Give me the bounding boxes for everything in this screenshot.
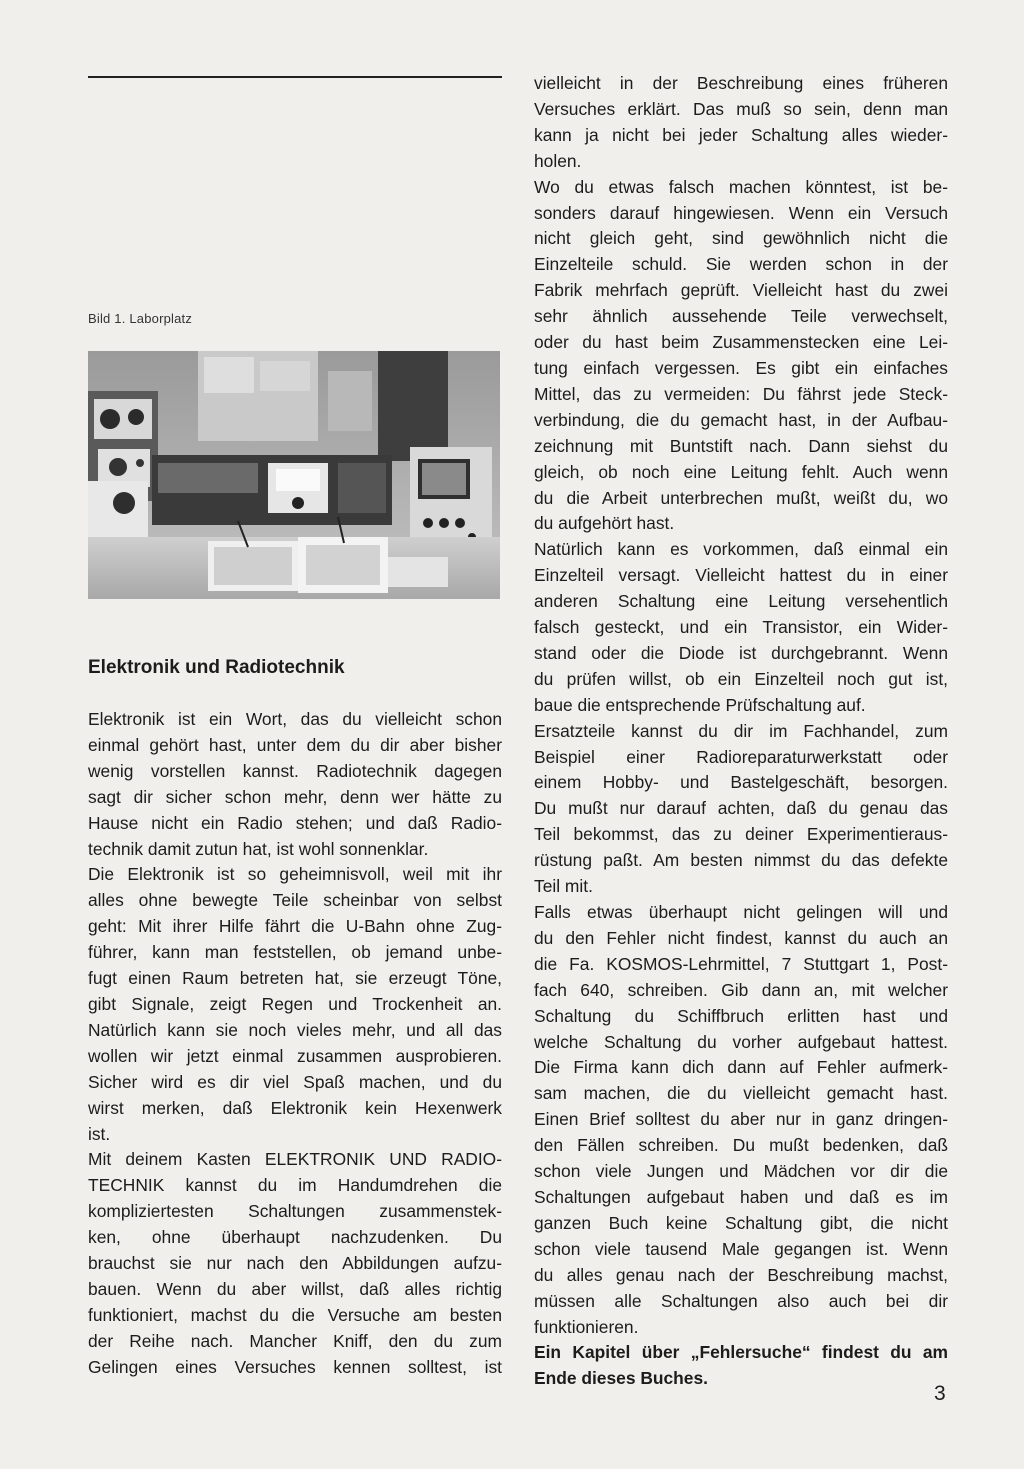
text-line: gibt Signale, zeigt Regen und Trockenheit an.: [88, 993, 502, 1014]
text-line: Schaltung du Schiffbruch erlitten hast und: [534, 1005, 948, 1026]
text-line: die Fa. KOSMOS-Lehrmittel, 7 Stuttgart 1, Post-: [534, 953, 948, 974]
text-line: führer, kann man feststellen, ob jemand unbe-: [88, 942, 502, 963]
text-line: bauen. Wenn du aber willst, daß alles richtig: [88, 1278, 502, 1299]
text-line: Versuches erklärt. Das muß so sein, denn man: [534, 98, 948, 119]
text-line: geht: Mit ihrer Hilfe fährt die U-Bahn ohne Zug-: [88, 916, 502, 937]
text-line: tung einfach vergessen. Es gibt ein einfaches: [534, 357, 948, 378]
text-line: oder du hast beim Zusammenstecken eine Lei-: [534, 332, 948, 353]
text-line: Gelingen eines Versuches kennen solltest, ist: [88, 1356, 502, 1377]
text-line: ganzen Buch keine Schaltung gibt, die nicht: [534, 1212, 948, 1233]
top-rule: [88, 76, 502, 78]
right-text-column: [534, 71, 948, 1392]
section-heading: Elektronik und Radiotechnik: [88, 657, 345, 678]
text-line: ist.: [88, 1123, 111, 1144]
text-line: Einzelteil versagt. Vielleicht hattest du in einer: [534, 565, 948, 586]
text-line: du den Fehler nicht findest, kannst du auch an: [534, 927, 948, 948]
text-line: Mit deinem Kasten ELEKTRONIK UND RADIO-: [88, 1149, 502, 1170]
text-line: sagt dir sicher schon mehr, denn wer hätte zu: [88, 786, 502, 807]
text-line: Beispiel einer Radioreparaturwerkstatt oder: [534, 746, 948, 767]
text-line-bold: Ein Kapitel über „Fehlersuche“ findest du am: [534, 1342, 948, 1363]
text-line: wenig vorstellen kannst. Radiotechnik dagegen: [88, 760, 502, 781]
figure-caption: Bild 1. Laborplatz: [88, 311, 193, 326]
text-line: technik damit zutun hat, ist wohl sonnenklar.: [88, 838, 429, 859]
text-line: kann ja nicht bei jeder Schaltung alles wieder-: [534, 124, 948, 145]
text-line: baue die entsprechende Prüfschaltung auf.: [534, 694, 866, 715]
text-line: welche Schaltung du vorher aufgebaut hattest.: [534, 1031, 948, 1052]
text-line: nicht gleich geht, sind gewöhnlich nicht die: [534, 228, 948, 249]
text-line: Du mußt nur darauf achten, daß du genau das: [534, 798, 948, 819]
text-line: einem Hobby- und Bastelgeschäft, besorgen.: [534, 772, 948, 793]
text-line: du alles genau nach der Beschreibung machst,: [534, 1264, 948, 1285]
text-line: brauchst sie nur nach den Abbildungen aufzu-: [88, 1253, 502, 1274]
text-line: Teil mit.: [534, 876, 593, 897]
text-line: den Fällen schreiben. Du mußt bedenken, daß: [534, 1135, 948, 1156]
text-line: sonders darauf hingewiesen. Wenn ein Versuch: [534, 202, 948, 223]
text-line: fugt einen Raum betreten hat, sie erzeugt Töne,: [88, 968, 502, 989]
text-line: schon viele Jungen und Mädchen vor dir die: [534, 1161, 948, 1182]
text-line: Natürlich kann es vorkommen, daß einmal ein: [534, 539, 948, 560]
text-line: fach 640, schreiben. Gib dann an, mit welcher: [534, 979, 948, 1000]
text-line: Schaltungen aufgebaut haben und daß es im: [534, 1186, 948, 1207]
text-line: falsch gesteckt, und ein Transistor, ein Wider-: [534, 617, 948, 638]
text-line: Falls etwas überhaupt nicht gelingen will und: [534, 902, 948, 922]
page-number: 3: [934, 1382, 946, 1405]
text-line: anderen Schaltung eine Leitung versehentlich: [534, 591, 948, 612]
text-line: stand oder die Diode ist durchgebrannt. Wenn: [534, 642, 948, 663]
text-line: sam machen, die du vielleicht gemacht hast.: [534, 1083, 948, 1104]
text-line: Ersatzteile kannst du dir im Fachhandel, zum: [534, 720, 948, 741]
text-line: Einzelteile schuld. Sie werden schon in der: [534, 254, 948, 275]
text-line-bold: Ende dieses Buches.: [534, 1368, 708, 1389]
text-line: funktioniert, machst du die Versuche am besten: [88, 1304, 502, 1325]
text-line: der Reihe nach. Mancher Kniff, den du zum: [88, 1330, 502, 1351]
text-line: einmal gehört hast, unter dem du dir aber bisher: [88, 734, 502, 755]
text-line: Die Firma kann dich dann auf Fehler aufmerk-: [534, 1057, 948, 1078]
lab-photo: [88, 351, 500, 599]
text-line: TECHNIK kannst du im Handumdrehen die: [88, 1175, 502, 1196]
text-line: du die Arbeit unterbrechen mußt, weißt du, wo: [534, 487, 948, 508]
text-line: Einen Brief solltest du aber nur in ganz dringen-: [534, 1109, 948, 1130]
text-line: funktionieren.: [534, 1316, 639, 1337]
text-line: vielleicht in der Beschreibung eines früheren: [534, 73, 948, 93]
text-line: Wo du etwas falsch machen könntest, ist be-: [534, 176, 948, 197]
text-line: Hause nicht ein Radio stehen; und daß Radio-: [88, 812, 502, 833]
text-line: verbindung, die du gemacht hast, in der Aufbau-: [534, 409, 948, 430]
text-line: schon viele tausend Male gegangen ist. Wenn: [534, 1238, 948, 1259]
text-line: sehr ähnlich aussehende Teile verwechselt,: [534, 306, 948, 327]
text-line: kompliziertesten Schaltungen zusammenstek-: [88, 1201, 502, 1222]
text-line: du prüfen willst, ob ein Einzelteil noch gut ist,: [534, 668, 948, 689]
text-line: alles ohne bewegte Teile scheinbar von selbst: [88, 890, 502, 911]
text-line: zeichnung mit Buntstift nach. Dann siehst du: [534, 435, 948, 456]
text-line: Teil bekommst, das zu deiner Experimentieraus-: [534, 824, 948, 845]
text-line: gleich, ob noch eine Leitung fehlt. Auch wenn: [534, 461, 948, 482]
text-line: Sicher wird es dir viel Spaß machen, und du: [88, 1071, 502, 1092]
text-line: Die Elektronik ist so geheimnisvoll, weil mit ihr: [88, 864, 502, 885]
text-line: wollen wir jetzt einmal zusammen ausprobieren.: [88, 1045, 502, 1066]
text-line: du aufgehört hast.: [534, 513, 675, 534]
text-line: holen.: [534, 150, 582, 171]
text-line: müssen alle Schaltungen also auch bei dir: [534, 1290, 948, 1311]
left-text-column: [88, 707, 502, 1381]
text-line: rüstung paßt. Am besten nimmst du das defekte: [534, 850, 948, 871]
text-line: Elektronik ist ein Wort, das du vielleicht schon: [88, 709, 502, 729]
text-line: Mittel, das zu vermeiden: Du fährst jede Steck-: [534, 383, 948, 404]
text-line: Natürlich kann sie noch vieles mehr, und all das: [88, 1019, 502, 1040]
text-line: wirst merken, daß Elektronik kein Hexenwerk: [88, 1097, 502, 1118]
text-line: Fabrik mehrfach geprüft. Vielleicht hast du zwei: [534, 280, 948, 301]
text-line: ken, ohne überhaupt nachzudenken. Du: [88, 1227, 502, 1248]
